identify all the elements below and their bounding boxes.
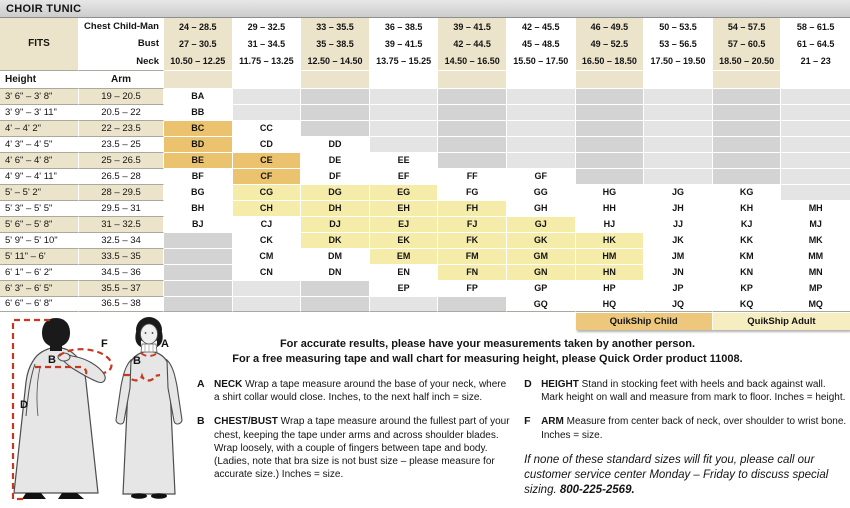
header-spacer	[576, 70, 645, 88]
arm-range: 33.5 – 35	[79, 248, 164, 264]
size-row	[0, 216, 850, 232]
arm-range: 25 – 26.5	[79, 152, 164, 168]
instruction-term: HEIGHT	[541, 378, 579, 390]
fits-row-label: Neck	[79, 53, 164, 70]
arm-range: 26.5 – 28	[79, 168, 164, 184]
empty-cell	[644, 152, 713, 168]
size-cell: FK	[438, 232, 507, 248]
arm-range: 29.5 – 31	[79, 200, 164, 216]
fits-row	[0, 53, 850, 70]
fits-row	[0, 18, 850, 35]
fits-spacer	[0, 18, 79, 35]
size-cell: CC	[233, 120, 302, 136]
label-d: D	[20, 399, 28, 411]
empty-cell	[576, 152, 645, 168]
quikship-child-label: QuikShip Child	[576, 313, 713, 330]
height-range: 6' 1" – 6' 2"	[0, 264, 79, 280]
fits-header	[0, 18, 850, 70]
size-row	[0, 248, 850, 264]
size-cell: BA	[164, 88, 233, 104]
size-cell: EN	[370, 264, 439, 280]
size-cell: JN	[644, 264, 713, 280]
size-grid-body	[0, 88, 850, 312]
height-range: 5' – 5' 2"	[0, 184, 79, 200]
empty-cell	[233, 104, 302, 120]
size-cell: KH	[713, 200, 782, 216]
chart-title-bar	[0, 0, 850, 18]
phone-number: 800-225-2569.	[559, 484, 635, 497]
instruction-term: ARM	[541, 416, 564, 428]
size-cell: BG	[164, 184, 233, 200]
size-cell: JP	[644, 280, 713, 296]
fits-value: 36 – 38.5	[370, 18, 439, 35]
empty-cell	[507, 104, 576, 120]
instruction-columns	[195, 378, 850, 499]
size-cell: DK	[301, 232, 370, 248]
size-cell: CJ	[233, 216, 302, 232]
arm-range: 28 – 29.5	[79, 184, 164, 200]
size-row	[0, 152, 850, 168]
size-cell: GH	[507, 200, 576, 216]
fits-value: 46 – 49.5	[576, 18, 645, 35]
empty-cell	[576, 88, 645, 104]
size-cell: FG	[438, 184, 507, 200]
size-cell: FN	[438, 264, 507, 280]
fits-value: 14.50 – 16.50	[438, 53, 507, 70]
size-cell: EM	[370, 248, 439, 264]
size-row	[0, 280, 850, 296]
height-range: 4' 6" – 4' 8"	[0, 152, 79, 168]
header-spacer	[713, 70, 782, 88]
size-row	[0, 168, 850, 184]
empty-cell	[438, 152, 507, 168]
size-cell: KQ	[713, 296, 782, 312]
empty-cell	[507, 120, 576, 136]
empty-cell	[644, 120, 713, 136]
header-spacer	[781, 70, 850, 88]
intro-line-2: For a free measuring tape and wall chart for measuring height, please Quick Order product 11008.	[232, 352, 743, 365]
size-cell: KM	[713, 248, 782, 264]
empty-cell	[644, 104, 713, 120]
chart-title: CHOIR TUNIC	[6, 2, 82, 15]
empty-cell	[781, 120, 850, 136]
arm-range: 31 – 32.5	[79, 216, 164, 232]
header-spacer	[644, 70, 713, 88]
empty-cell	[438, 104, 507, 120]
size-cell: JJ	[644, 216, 713, 232]
empty-cell	[233, 296, 302, 312]
height-range: 6' 3" – 6' 5"	[0, 280, 79, 296]
size-cell: JK	[644, 232, 713, 248]
size-cell: KG	[713, 184, 782, 200]
empty-cell	[644, 88, 713, 104]
empty-cell	[164, 296, 233, 312]
arm-range: 23.5 – 25	[79, 136, 164, 152]
arm-range: 34.5 – 36	[79, 264, 164, 280]
size-cell: FJ	[438, 216, 507, 232]
fits-row-label: Chest Child-Man	[79, 18, 164, 35]
fits-value: 31 – 34.5	[233, 35, 302, 52]
size-cell: MP	[781, 280, 850, 296]
size-cell: BB	[164, 104, 233, 120]
fits-row	[0, 35, 850, 52]
size-cell: GF	[507, 168, 576, 184]
arm-range: 36.5 – 38	[79, 296, 164, 312]
fits-value: 42 – 45.5	[507, 18, 576, 35]
size-cell: CM	[233, 248, 302, 264]
empty-cell	[164, 248, 233, 264]
size-cell: EH	[370, 200, 439, 216]
size-row	[0, 136, 850, 152]
empty-cell	[438, 88, 507, 104]
size-row	[0, 200, 850, 216]
empty-cell	[713, 168, 782, 184]
empty-cell	[438, 120, 507, 136]
instruction-text: Stand in stocking feet with heels and back against wall. Mark height on wall and measure from mark to floor. Inches = height.	[541, 378, 846, 403]
header-spacer	[438, 70, 507, 88]
instruction-neck	[197, 378, 514, 405]
size-cell: KN	[713, 264, 782, 280]
size-cell: BF	[164, 168, 233, 184]
arm-range: 32.5 – 34	[79, 232, 164, 248]
size-cell: HP	[576, 280, 645, 296]
empty-cell	[713, 120, 782, 136]
fits-value: 10.50 – 12.25	[164, 53, 233, 70]
header-spacer	[301, 70, 370, 88]
size-cell: MK	[781, 232, 850, 248]
size-cell: MH	[781, 200, 850, 216]
instruction-chest-bust	[197, 415, 514, 481]
instruction-column-right	[514, 378, 850, 499]
shoe	[131, 493, 147, 499]
height-range: 6' 6" – 6' 8"	[0, 296, 79, 312]
height-range: 5' 9" – 5' 10"	[0, 232, 79, 248]
height-column-header: Height	[0, 70, 79, 88]
height-range: 5' 6" – 5' 8"	[0, 216, 79, 232]
size-cell: BD	[164, 136, 233, 152]
instruction-height	[524, 378, 850, 405]
fits-value: 53 – 56.5	[644, 35, 713, 52]
empty-cell	[713, 104, 782, 120]
fits-label: FITS	[0, 35, 79, 52]
empty-cell	[576, 136, 645, 152]
label-b-back: B	[48, 354, 56, 366]
size-cell: EG	[370, 184, 439, 200]
height-range: 3' 9" – 3' 11"	[0, 104, 79, 120]
shoe	[22, 493, 46, 499]
empty-cell	[370, 104, 439, 120]
size-cell: KJ	[713, 216, 782, 232]
size-cell: CK	[233, 232, 302, 248]
size-cell: EF	[370, 168, 439, 184]
size-cell: CG	[233, 184, 302, 200]
instruction-letter: A	[197, 377, 205, 390]
empty-cell	[301, 104, 370, 120]
intro-text	[195, 337, 780, 367]
size-row	[0, 88, 850, 104]
size-row	[0, 296, 850, 312]
size-cell: FF	[438, 168, 507, 184]
size-cell: DJ	[301, 216, 370, 232]
size-cell: MQ	[781, 296, 850, 312]
fits-value: 15.50 – 17.50	[507, 53, 576, 70]
fits-value: 21 – 23	[781, 53, 850, 70]
fits-value: 61 – 64.5	[781, 35, 850, 52]
height-range: 5' 11" – 6'	[0, 248, 79, 264]
size-cell: GP	[507, 280, 576, 296]
label-b-front: B	[133, 355, 141, 367]
empty-cell	[301, 280, 370, 296]
empty-cell	[781, 88, 850, 104]
fits-value: 54 – 57.5	[713, 18, 782, 35]
fits-spacer	[0, 53, 79, 70]
size-row	[0, 120, 850, 136]
size-cell: FP	[438, 280, 507, 296]
fits-value: 13.75 – 15.25	[370, 53, 439, 70]
size-cell: CF	[233, 168, 302, 184]
empty-cell	[164, 232, 233, 248]
size-cell: MJ	[781, 216, 850, 232]
label-f: F	[101, 338, 108, 350]
size-cell: GK	[507, 232, 576, 248]
size-row	[0, 264, 850, 280]
fits-value: 42 – 44.5	[438, 35, 507, 52]
instruction-letter: B	[197, 415, 205, 428]
fits-value: 39 – 41.5	[438, 18, 507, 35]
size-cell: BE	[164, 152, 233, 168]
empty-cell	[507, 88, 576, 104]
quikship-adult-label: QuikShip Adult	[713, 313, 850, 330]
fits-value: 16.50 – 18.50	[576, 53, 645, 70]
size-cell: HK	[576, 232, 645, 248]
note-text: If none of these standard sizes will fit you, please call our customer service center Monday – Friday to discuss special sizing.	[524, 453, 829, 497]
fits-value: 27 – 30.5	[164, 35, 233, 52]
size-cell: JM	[644, 248, 713, 264]
empty-cell	[644, 168, 713, 184]
instruction-text: Wrap a tape measure around the fullest part of your chest, keeping the tape under arms and across shoulder blades. Wrap loosely, with a couple of fingers between tape and body. (Ladies, note that bra size is not bust size – please measure for accurate size.) Inches = size.	[214, 416, 510, 481]
instruction-letter: D	[524, 377, 532, 390]
fits-value: 58 – 61.5	[781, 18, 850, 35]
instruction-column-left	[195, 378, 514, 499]
empty-cell	[233, 280, 302, 296]
size-cell: GJ	[507, 216, 576, 232]
size-cell: KP	[713, 280, 782, 296]
size-cell: HG	[576, 184, 645, 200]
size-cell: GQ	[507, 296, 576, 312]
shoe	[58, 493, 84, 499]
empty-cell	[781, 104, 850, 120]
height-range: 4' 3" – 4' 5"	[0, 136, 79, 152]
arm-range: 20.5 – 22	[79, 104, 164, 120]
measure-header-row	[0, 70, 850, 88]
shoe	[151, 493, 167, 499]
empty-cell	[781, 168, 850, 184]
empty-cell	[644, 136, 713, 152]
empty-cell	[301, 120, 370, 136]
size-cell: BC	[164, 120, 233, 136]
arm-range: 19 – 20.5	[79, 88, 164, 104]
header-spacer	[370, 70, 439, 88]
size-cell: HQ	[576, 296, 645, 312]
empty-cell	[301, 296, 370, 312]
size-cell: GM	[507, 248, 576, 264]
size-cell: KK	[713, 232, 782, 248]
size-cell: HH	[576, 200, 645, 216]
fits-value: 57 – 60.5	[713, 35, 782, 52]
size-cell: HM	[576, 248, 645, 264]
fits-value: 39 – 41.5	[370, 35, 439, 52]
instruction-term: CHEST/BUST	[214, 416, 278, 428]
size-cell: GN	[507, 264, 576, 280]
fits-value: 29 – 32.5	[233, 18, 302, 35]
size-row	[0, 104, 850, 120]
size-cell: EK	[370, 232, 439, 248]
size-cell: CH	[233, 200, 302, 216]
size-cell: CD	[233, 136, 302, 152]
size-cell: DN	[301, 264, 370, 280]
fits-row-label: Bust	[79, 35, 164, 52]
empty-cell	[370, 88, 439, 104]
empty-cell	[438, 136, 507, 152]
fits-value: 17.50 – 19.50	[644, 53, 713, 70]
empty-cell	[713, 88, 782, 104]
size-row	[0, 184, 850, 200]
size-cell: EE	[370, 152, 439, 168]
empty-cell	[576, 104, 645, 120]
empty-cell	[507, 136, 576, 152]
measurement-illustration	[4, 316, 194, 506]
header-spacer	[164, 70, 233, 88]
size-cell: CN	[233, 264, 302, 280]
height-range: 4' – 4' 2"	[0, 120, 79, 136]
header-spacer	[507, 70, 576, 88]
instruction-text: Measure from center back of neck, over shoulder to wrist bone. Inches = size.	[541, 416, 847, 441]
footer-text	[195, 330, 850, 498]
arm-column-header: Arm	[79, 70, 164, 88]
fits-value: 12.50 – 14.50	[301, 53, 370, 70]
empty-cell	[233, 88, 302, 104]
empty-cell	[507, 152, 576, 168]
size-cell: DG	[301, 184, 370, 200]
empty-cell	[164, 280, 233, 296]
instruction-letter: F	[524, 415, 531, 428]
empty-cell	[164, 264, 233, 280]
fits-value: 33 – 35.5	[301, 18, 370, 35]
empty-cell	[576, 120, 645, 136]
size-cell: DF	[301, 168, 370, 184]
label-a: A	[161, 338, 169, 350]
intro-line-1: For accurate results, please have your measurements taken by another person.	[279, 338, 696, 350]
empty-cell	[370, 136, 439, 152]
empty-cell	[370, 120, 439, 136]
special-sizing-note	[524, 453, 850, 499]
empty-cell	[781, 152, 850, 168]
instruction-term: NECK	[214, 378, 243, 390]
size-cell: JG	[644, 184, 713, 200]
empty-cell	[713, 136, 782, 152]
figure-front-view	[116, 317, 182, 499]
height-range: 4' 9" – 4' 11"	[0, 168, 79, 184]
instruction-text: Wrap a tape measure around the base of your neck, where a shirt collar would close. Inches, to the next half inch = size.	[214, 378, 507, 403]
size-cell: FH	[438, 200, 507, 216]
header-spacer	[233, 70, 302, 88]
empty-cell	[713, 152, 782, 168]
size-row	[0, 232, 850, 248]
size-cell: HJ	[576, 216, 645, 232]
size-cell: EP	[370, 280, 439, 296]
empty-cell	[781, 136, 850, 152]
size-cell: HN	[576, 264, 645, 280]
height-range: 3' 6" – 3' 8"	[0, 88, 79, 104]
empty-cell	[576, 168, 645, 184]
size-cell: BH	[164, 200, 233, 216]
empty-cell	[781, 184, 850, 200]
empty-cell	[370, 296, 439, 312]
empty-cell	[438, 296, 507, 312]
size-cell: DM	[301, 248, 370, 264]
size-cell: DD	[301, 136, 370, 152]
size-cell: JH	[644, 200, 713, 216]
fits-value: 18.50 – 20.50	[713, 53, 782, 70]
size-cell: EJ	[370, 216, 439, 232]
fits-value: 49 – 52.5	[576, 35, 645, 52]
size-cell: DH	[301, 200, 370, 216]
instruction-arm	[524, 415, 850, 442]
fits-value: 45 – 48.5	[507, 35, 576, 52]
empty-cell	[301, 88, 370, 104]
fits-value: 50 – 53.5	[644, 18, 713, 35]
size-cell: MM	[781, 248, 850, 264]
size-cell: GG	[507, 184, 576, 200]
size-cell: MN	[781, 264, 850, 280]
fits-value: 35 – 38.5	[301, 35, 370, 52]
size-cell: JQ	[644, 296, 713, 312]
arm-range: 35.5 – 37	[79, 280, 164, 296]
size-cell: BJ	[164, 216, 233, 232]
height-range: 5' 3" – 5' 5"	[0, 200, 79, 216]
fits-value: 11.75 – 13.25	[233, 53, 302, 70]
arm-range: 22 – 23.5	[79, 120, 164, 136]
size-cell: CE	[233, 152, 302, 168]
fits-value: 24 – 28.5	[164, 18, 233, 35]
size-cell: FM	[438, 248, 507, 264]
size-cell: DE	[301, 152, 370, 168]
